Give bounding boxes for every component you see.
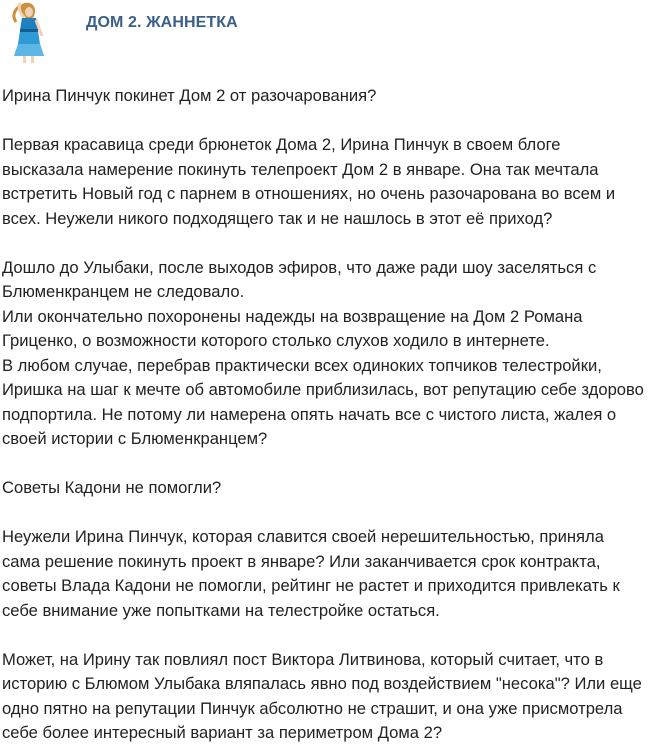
post-text-line: Или окончательно похоронены надежды на возвращение на Дом 2 Романа [2, 306, 583, 326]
post-text-line: одно пятно на репутации Пинчук абсолютно не страшит, и она уже присмотрела [2, 698, 623, 718]
post-text-line: всех. Неужели никого подходящего так и не нашлось в этот её приход? [2, 208, 553, 228]
post-text-line: себе внимание уже попытками на телестройке остаться. [2, 600, 440, 620]
post-text-line: Неужели Ирина Пинчук, которая славится своей нерешительностью, приняла [2, 527, 604, 546]
paragraph-gap [2, 109, 666, 134]
post-text-line: своей истории с Блюменкранцем? [2, 429, 268, 448]
post-paragraph [2, 525, 666, 623]
post-text-line: Гриценко, о возможности которого столько слухов ходило в интернете. [2, 331, 550, 350]
post-paragraph [2, 476, 666, 501]
channel-avatar[interactable] [0, 0, 52, 64]
post-text-line: Советы Кадони не помогли? [2, 478, 222, 497]
paragraph-gap [2, 623, 666, 648]
post-paragraph [2, 84, 666, 109]
post-paragraph [2, 133, 666, 231]
post-text-line: высказала намерение покинуть телепроект Дом 2 в январе. Она так мечтала [2, 159, 599, 179]
paragraph-gap [2, 452, 666, 477]
post-header [0, 0, 670, 64]
post-text-line: В любом случае, перебрав практически всех одиноких топчиков телестройки, [2, 355, 602, 375]
post-text-line: встретить Новый год с парнем в отношениях, но очень разочарована во всем и [2, 184, 616, 203]
post-paragraph [2, 648, 666, 746]
post-body [2, 84, 666, 746]
post-text-line: подпортила. Не потому ли намерена опять начать все с чистого листа, жалея о [2, 404, 617, 424]
channel-title-link[interactable]: ДОМ 2. ЖАННЕТКА [86, 14, 238, 31]
post-text-line: Иришка на шаг к мечте об автомобиле приблизилась, вот репутацию себе здорово [2, 380, 644, 399]
girl-in-blue-dress-icon [0, 0, 52, 64]
post-text-line: Первая красавица среди брюнеток Дома 2, Ирина Пинчук в своем блоге [2, 135, 561, 154]
post-text-line: Дошло до Улыбаки, после выходов эфиров, что даже ради шоу заселяться с [2, 257, 597, 277]
post-text-line: Ирина Пинчук покинет Дом 2 от разочарования? [2, 86, 377, 105]
post-text-line: историю с Блюмом Улыбака вляпалась явно под воздействием "несока"? Или еще [2, 674, 642, 693]
paragraph-gap [2, 231, 666, 256]
post-text-line: сама решение покинуть проект в январе? Или заканчивается срок контракта, [2, 551, 601, 571]
post-text-line: Блюменкранцем не следовало. [2, 282, 245, 301]
paragraph-gap [2, 501, 666, 526]
post-paragraph [2, 256, 666, 452]
post-text-line: советы Влада Кадони не помогли, рейтинг не растет и приходится привлекать к [2, 576, 620, 595]
post-text-line: Может, на Ирину так повлиял пост Виктора Литвинова, который считает, что в [2, 649, 604, 669]
post-text-line: себе более интересный вариант за периметром Дома 2? [2, 723, 443, 742]
